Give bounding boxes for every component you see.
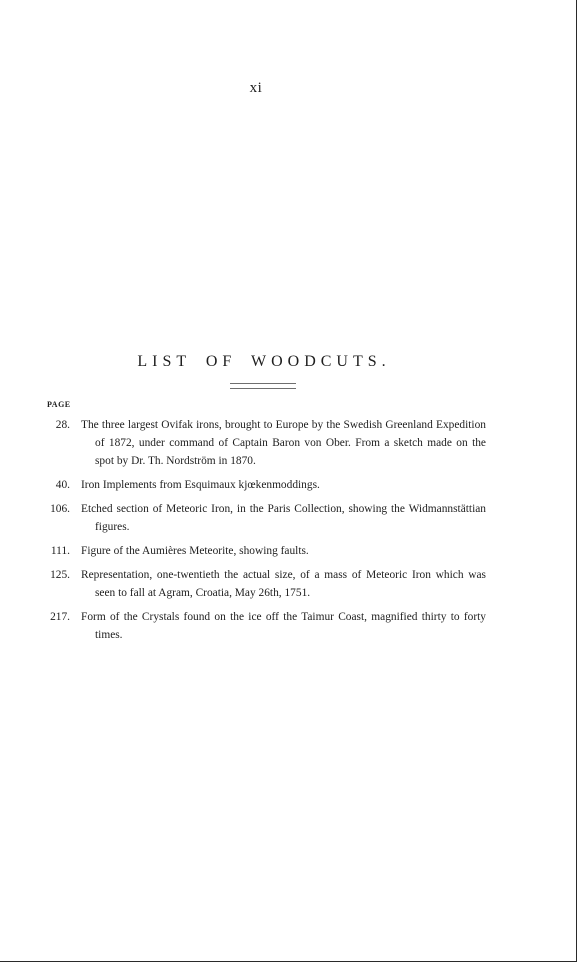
entry-description: Form of the Crystals found on the ice off the Taimur Coast, magnified thirty to forty times. <box>81 611 486 641</box>
entry-page-number: 106. <box>50 503 70 515</box>
list-item <box>40 566 486 602</box>
list-item <box>40 476 486 494</box>
page-column-label: PAGE <box>47 400 71 409</box>
woodcut-list <box>40 416 486 650</box>
page-number: xi <box>249 80 263 96</box>
list-item <box>40 500 486 536</box>
list-heading: LIST OF WOODCUTS. <box>137 353 391 370</box>
entry-page-number: 28. <box>55 419 70 431</box>
entry-page-number: 217. <box>50 611 70 623</box>
entry-description: Etched section of Meteoric Iron, in the Paris Collection, showing the Widmannstättian figures. <box>81 503 486 533</box>
entry-page-number: 125. <box>50 569 70 581</box>
entry-page-number: 111. <box>50 545 70 557</box>
entry-page-number: 40. <box>55 479 70 491</box>
entry-description: The three largest Ovifak irons, brought to Europe by the Swedish Greenland Expedition of 1872, under command of Captain Baron von Ober. From a sketch made on the spot by Dr. Th. Nordström in 1870. <box>81 419 486 467</box>
list-item <box>40 608 486 644</box>
entry-description: Figure of the Aumières Meteorite, showing faults. <box>81 545 309 557</box>
heading-rule <box>230 383 296 389</box>
entry-description: Iron Implements from Esquimaux kjœkenmoddings. <box>81 479 320 491</box>
list-item <box>40 542 486 560</box>
list-item <box>40 416 486 470</box>
entry-description: Representation, one-twentieth the actual size, of a mass of Meteoric Iron which was seen to fall at Agram, Croatia, May 26th, 1751. <box>81 569 486 599</box>
